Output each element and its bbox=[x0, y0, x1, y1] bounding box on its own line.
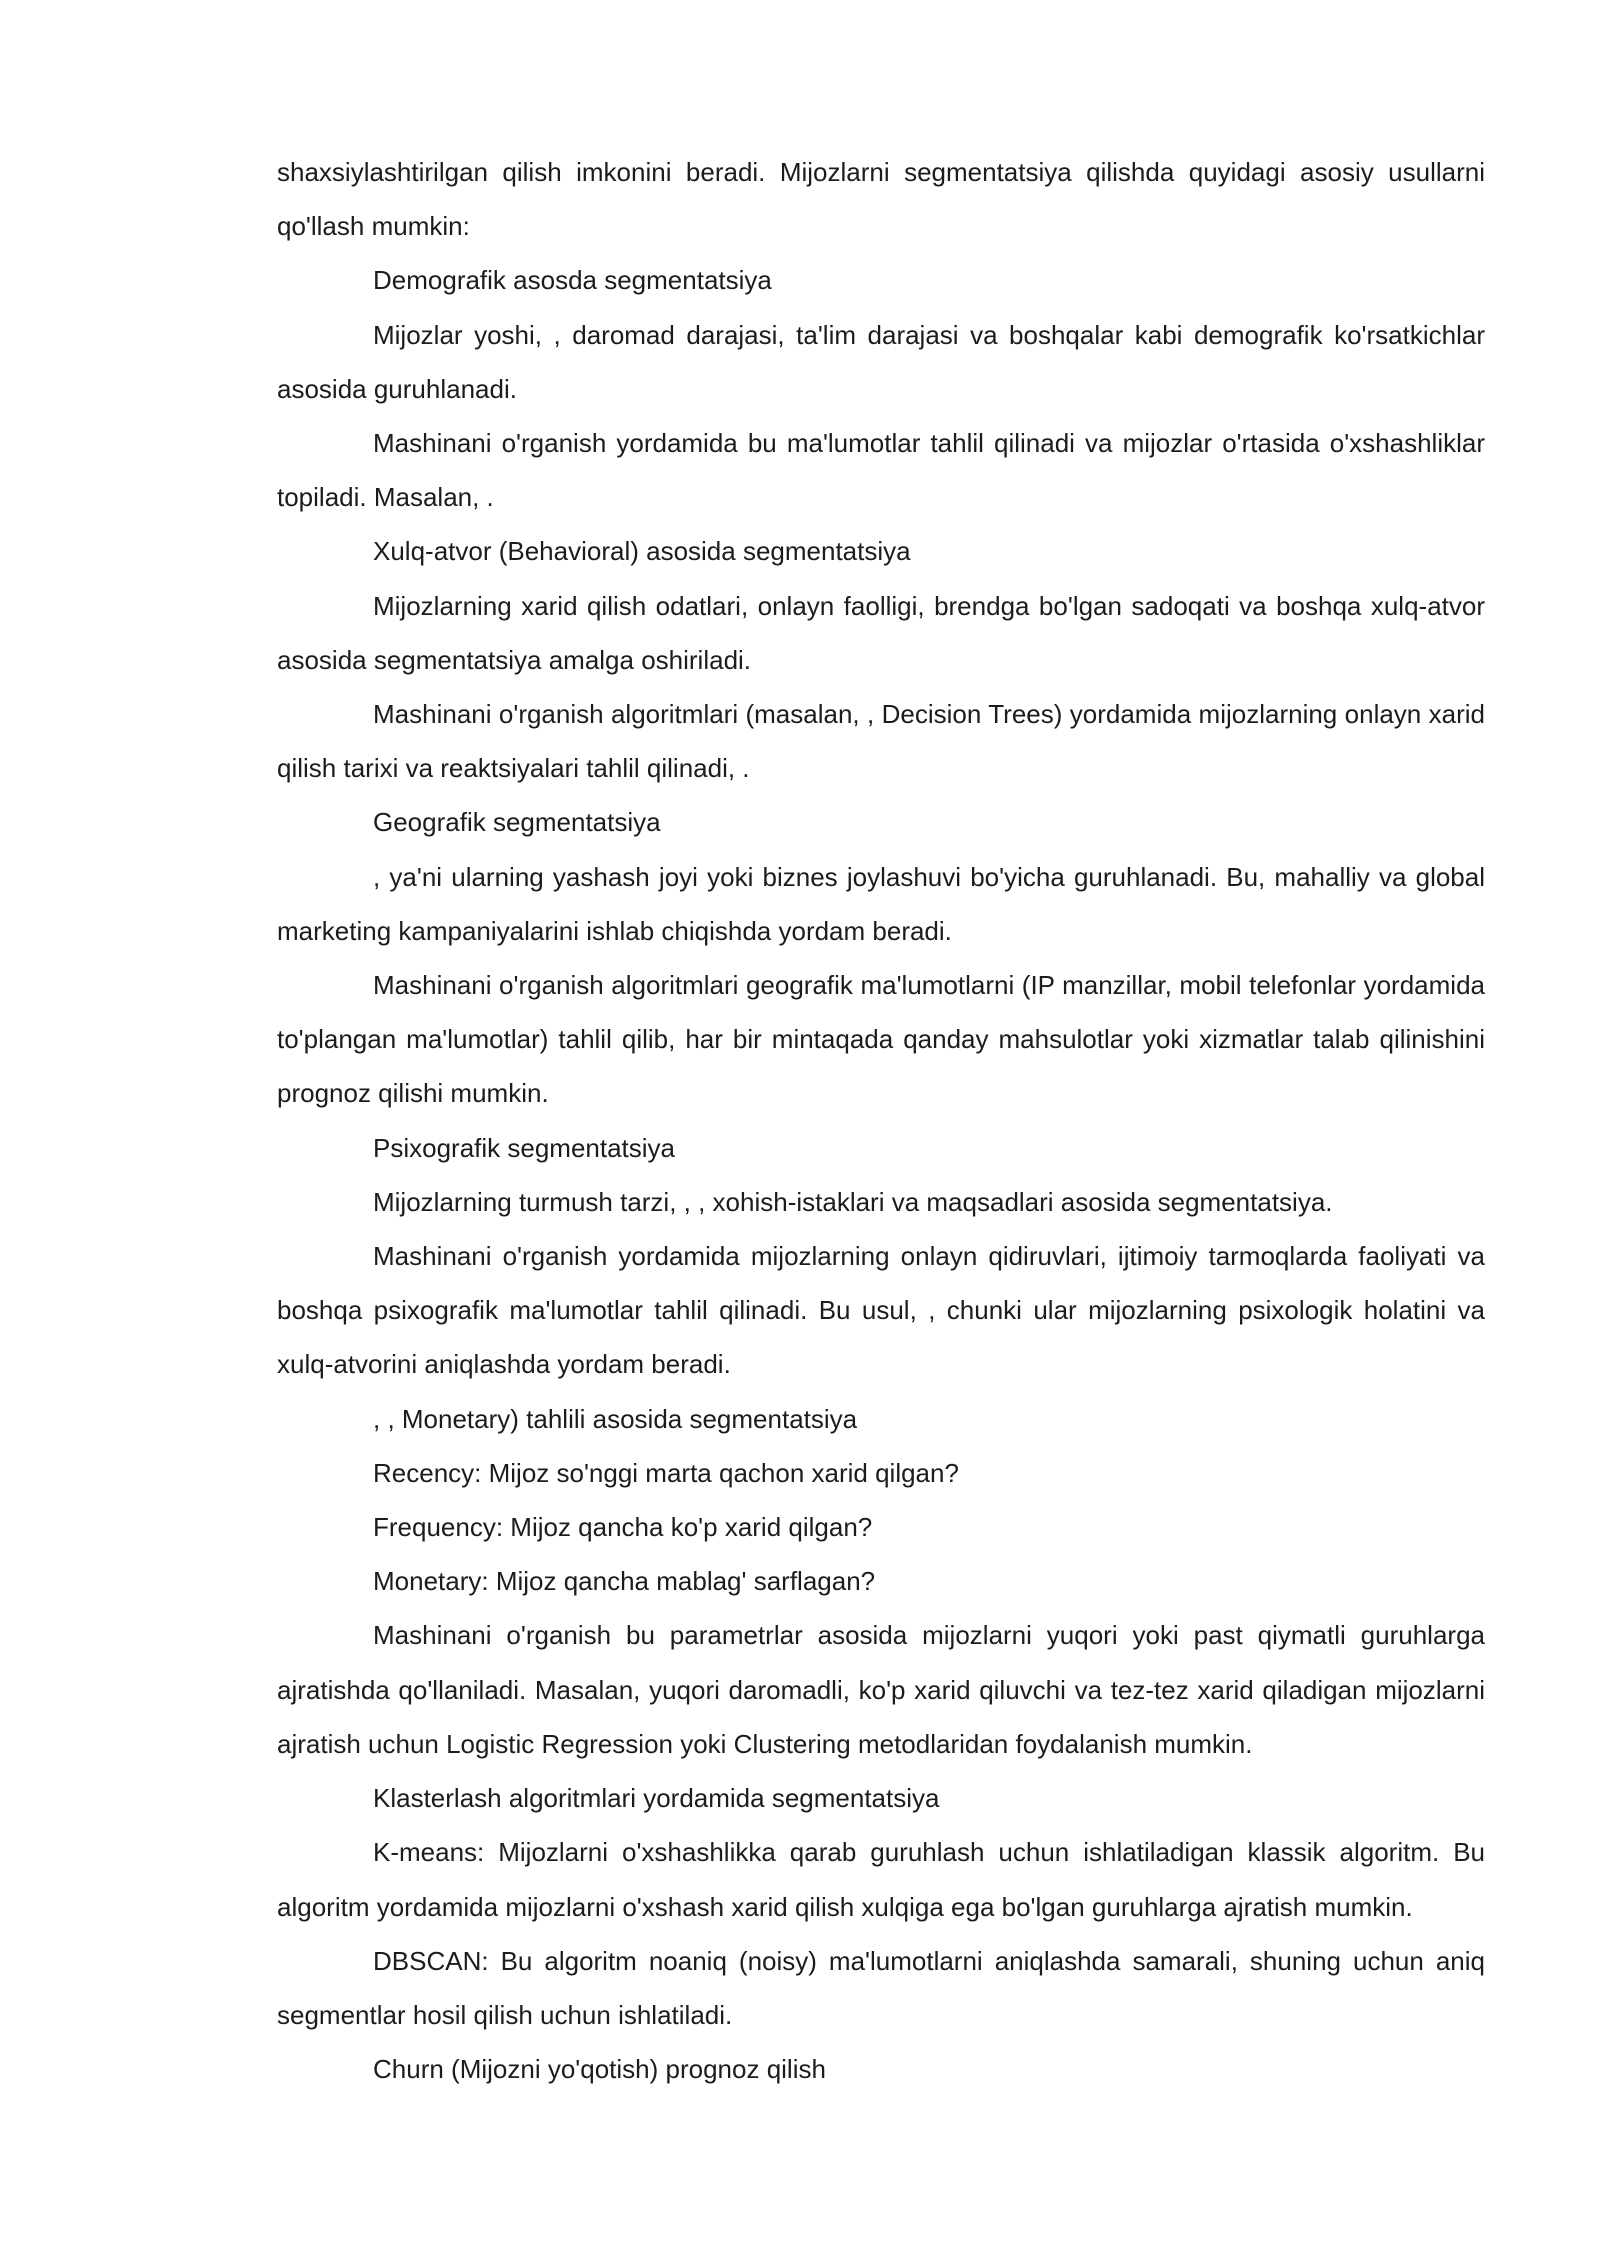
paragraph: Mashinani o'rganish yordamida mijozlarning onlayn qidiruvlari, ijtimoiy tarmoqlarda faoliyati va boshqa psixografik ma'lumotlar tahlil qilinadi. Bu usul, , chunki ular mijozlarning psixologik holatini va xulq-atvorini aniqlashda yordam beradi. bbox=[277, 1241, 1485, 1380]
paragraph: Mijozlar yoshi, , daromad darajasi, ta'lim darajasi va boshqalar kabi demografik ko'rsatkichlar asosida guruhlanadi. bbox=[277, 319, 1485, 404]
list-item: Monetary: Mijoz qancha mablag' sarflagan? bbox=[373, 1566, 876, 1597]
paragraph: Mashinani o'rganish yordamida bu ma'lumotlar tahlil qilinadi va mijozlar o'rtasida o'xshashliklar topiladi. Masalan, . bbox=[277, 428, 1485, 513]
section-heading: , , Monetary) tahlili asosida segmentatsiya bbox=[373, 1403, 858, 1434]
paragraph: shaxsiylashtirilgan qilish imkonini beradi. Mijozlarni segmentatsiya qilishda quyidagi asosiy usullarni qo'llash mumkin: bbox=[277, 157, 1485, 242]
section-heading: Churn (Mijozni yo'qotish) prognoz qilish bbox=[373, 2054, 826, 2085]
paragraph: DBSCAN: Bu algoritm noaniq (noisy) ma'lumotlarni aniqlashda samarali, shuning uchun aniq segmentlar hosil qilish uchun ishlatiladi. bbox=[277, 1945, 1485, 2030]
paragraph: , ya'ni ularning yashash joyi yoki biznes joylashuvi bo'yicha guruhlanadi. Bu, mahalliy va global marketing kampaniyalarini ishlab chiqishda yordam beradi. bbox=[277, 861, 1485, 946]
list-item: Recency: Mijoz so'nggi marta qachon xarid qilgan? bbox=[373, 1457, 959, 1488]
document-body bbox=[277, 145, 1485, 2096]
section-heading: Psixografik segmentatsiya bbox=[373, 1132, 676, 1163]
paragraph: K-means: Mijozlarni o'xshashlikka qarab guruhlash uchun ishlatiladigan klassik algoritm. Bu algoritm yordamida mijozlarni o'xshash xarid qilish xulqiga ega bo'lgan guruhlarga ajratish mumkin. bbox=[277, 1837, 1485, 1922]
paragraph: Mijozlarning xarid qilish odatlari, onlayn faolligi, brendga bo'lgan sadoqati va boshqa xulq-atvor asosida segmentatsiya amalga oshiriladi. bbox=[277, 590, 1485, 675]
list-item: Frequency: Mijoz qancha ko'p xarid qilgan? bbox=[373, 1512, 873, 1543]
paragraph: Mijozlarning turmush tarzi, , , xohish-istaklari va maqsadlari asosida segmentatsiya. bbox=[373, 1186, 1333, 1217]
section-heading: Xulq-atvor (Behavioral) asosida segmentatsiya bbox=[373, 536, 911, 567]
section-heading: Demografik asosda segmentatsiya bbox=[373, 265, 772, 296]
section-heading: Klasterlash algoritmlari yordamida segmentatsiya bbox=[373, 1783, 940, 1814]
paragraph: Mashinani o'rganish bu parametrlar asosida mijozlarni yuqori yoki past qiymatli guruhlarga ajratishda qo'llaniladi. Masalan, yuqori daromadli, ko'p xarid qiluvchi va tez-tez xarid qiladigan mijozlarni ajratish uchun Logistic Regression yoki Clustering metodlaridan foydalanish mumkin. bbox=[277, 1620, 1485, 1759]
section-heading: Geografik segmentatsiya bbox=[373, 807, 661, 838]
paragraph: Mashinani o'rganish algoritmlari (masalan, , Decision Trees) yordamida mijozlarning onlayn xarid qilish tarixi va reaktsiyalari tahlil qilinadi, . bbox=[277, 699, 1485, 784]
paragraph: Mashinani o'rganish algoritmlari geografik ma'lumotlarni (IP manzillar, mobil telefonlar yordamida to'plangan ma'lumotlar) tahlil qilib, har bir mintaqada qanday mahsulotlar yoki xizmatlar talab qilinishini prognoz qilishi mumkin. bbox=[277, 970, 1485, 1109]
